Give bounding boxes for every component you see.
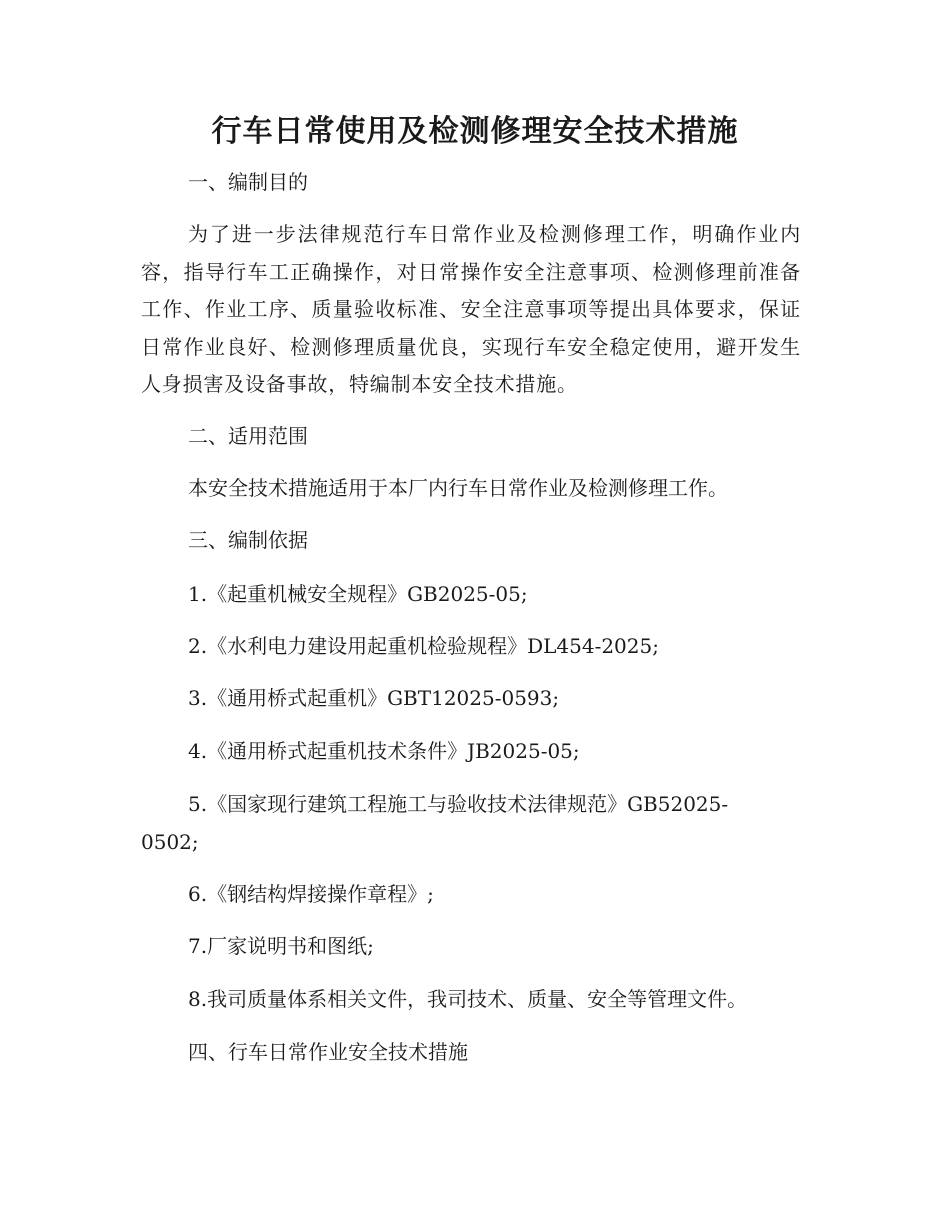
paragraph-scope: 本安全技术措施适用于本厂内行车日常作业及检测修理工作。	[188, 476, 728, 500]
section-heading-purpose: 一、编制目的	[188, 170, 308, 194]
basis-item: 2.《水利电力建设用起重机检验规程》DL454-2025;	[188, 634, 659, 658]
basis-item: 6.《钢结构焊接操作章程》;	[188, 882, 434, 906]
basis-item: 8.我司质量体系相关文件，我司技术、质量、安全等管理文件。	[188, 987, 748, 1011]
section-heading-daily-operation: 四、行车日常作业安全技术措施	[188, 1040, 468, 1064]
basis-item-continuation: 0502;	[141, 830, 199, 854]
basis-item: 7.厂家说明书和图纸;	[188, 934, 374, 958]
basis-item: 5.《国家现行建筑工程施工与验收技术法律规范》GB52025-	[188, 792, 729, 816]
section-heading-basis: 三、编制依据	[188, 528, 308, 552]
paragraph-purpose: 为了进一步法律规范行车日常作业及检测修理工作，明确作业内容，指导行车工正确操作，对日常操作安全注意事项、检测修理前准备工作、作业工序、质量验收标准、安全注意事项等提出具体要求，保证日常作业良好、检测修理质量优良，实现行车安全稳定使用，避开发生人身损害及设备事故，特编制本安全技术措施。	[141, 222, 801, 396]
basis-item: 1.《起重机械安全规程》GB2025-05;	[188, 582, 528, 606]
document-title: 行车日常使用及检测修理安全技术措施	[211, 114, 739, 149]
section-heading-scope: 二、适用范围	[188, 424, 308, 448]
basis-item: 4.《通用桥式起重机技术条件》JB2025-05;	[188, 739, 580, 763]
basis-item: 3.《通用桥式起重机》GBT12025-0593;	[188, 686, 560, 710]
